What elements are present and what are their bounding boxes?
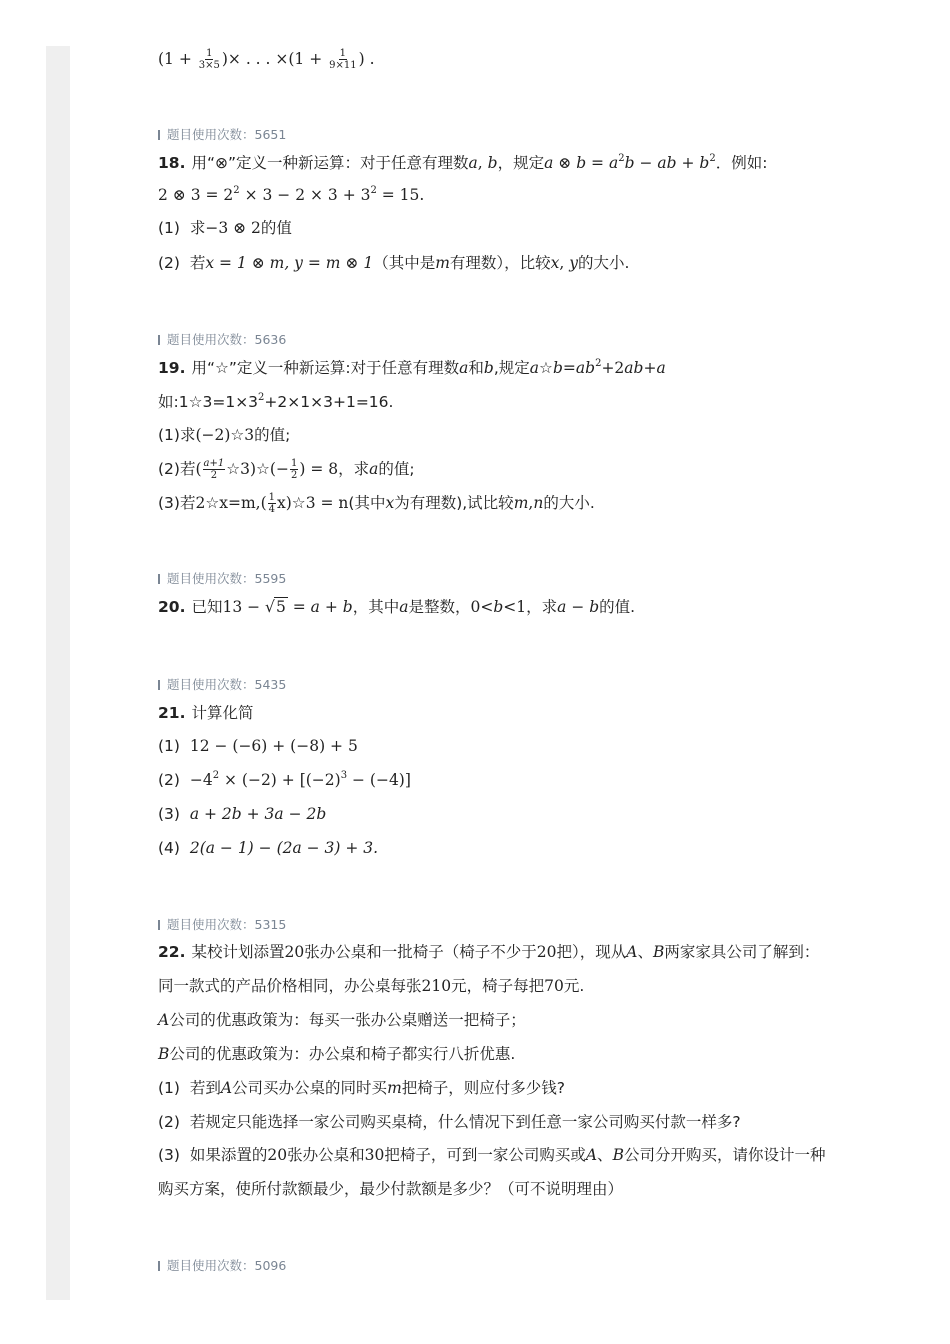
fraction: $\frac{a+1}{2}$ <box>203 458 225 481</box>
question-22-policy-a: A公司的优惠政策为：每买一张办公桌赠送一把椅子； <box>158 1011 526 1029</box>
fraction: $\frac{1}{2}$ <box>290 458 298 481</box>
fraction: $\frac{1}{3\times 5}$ <box>198 48 220 71</box>
question-19-stem: 19. 用“☆”定义一种新运算:对于任意有理数a和b,规定$a☆b=ab^2+2ab+a$ <box>158 358 666 377</box>
question-19-example: 如$:1☆3=1\times 3^2+2\times 1\times 3+1=16$. <box>158 392 394 411</box>
question-22-policy-b: B公司的优惠政策为：办公桌和椅子都实行八折优惠. <box>158 1045 516 1063</box>
question-21-part-1: (1) 12 − (−6) + (−8) + 5 <box>158 737 358 755</box>
question-22-part-3-cont: 购买方案，使所付款额最少，最少付款额是多少？（可不说明理由） <box>158 1180 624 1198</box>
question-21-stem: 21. 计算化简 <box>158 704 254 722</box>
question-22-part-1: (1) 若到A公司买办公桌的同时买m把椅子，则应付多少钱? <box>158 1079 565 1097</box>
fraction: $\frac{1}{4}$ <box>268 492 276 515</box>
question-18-part-2: (2) 若x = 1 ⊗ m, y = m ⊗ 1（其中是m有理数），比较x, y的大小. <box>158 254 630 272</box>
question-18-part-1: (1) 求−3 ⊗ 2的值 <box>158 219 292 237</box>
question-22-part-3: (3) 如果添置的20张办公桌和30把椅子，可到一家公司购买或A、B公司分开购买，请你设计一种 <box>158 1146 826 1164</box>
usage-count: 题目使用次数：5651 <box>158 127 286 143</box>
question-21-part-2: $(2) -4^2 \times (-2) + [(-2)^3 - (-4)]$ <box>158 770 411 789</box>
question-22-prices: 同一款式的产品价格相同，办公桌每张210元，椅子每把70元. <box>158 977 585 995</box>
question-21-part-3: (3) a + 2b + 3a − 2b <box>158 805 327 823</box>
continued-expression: (1 + $\frac{1}{3\times 5}$ )× . . . ×(1 + $\frac{1}{9\times 11}$ ) . <box>158 48 375 71</box>
question-19-part-2: (2)若( $\frac{a+1}{2}$ ☆3)☆(− $\frac{1}{2}$ ) = 8，求a的值; <box>158 458 415 481</box>
question-21-part-4: (4) 2(a − 1) − (2a − 3) + 3. <box>158 839 379 857</box>
question-18-stem: 18. 用“⊗”定义一种新运算：对于任意有理数a, b，规定a ⊗ $b = a^2b$ − ab + $b^2$．例如: <box>158 153 768 172</box>
question-20-stem: 20. 已知13 − √5 = a + b，其中a是整数，0<b<1，求a − b的值. <box>158 598 636 616</box>
question-19-part-3: (3)若2☆x=m,( $\frac{1}{4}$ x)☆3 = n(其中x为有理数),试比较m,n的大小. <box>158 492 595 515</box>
question-19-part-1: (1)求(−2)☆3的值; <box>158 426 291 444</box>
fraction: $\frac{1}{9\times 11}$ <box>329 48 357 71</box>
usage-count: 题目使用次数：5315 <box>158 917 286 933</box>
usage-count: 题目使用次数：5636 <box>158 332 286 348</box>
question-22-part-2: (2) 若规定只能选择一家公司购买桌椅，什么情况下到任意一家公司购买付款一样多? <box>158 1113 741 1131</box>
question-18-example: 2 ⊗ $3 = 2^2 \times 3 - 2 \times 3 + 3^2 = 15$. <box>158 185 425 204</box>
question-22-stem: 22. 某校计划添置20张办公桌和一批椅子（椅子不少于20把），现从A、B两家家具公司了解到： <box>158 943 820 961</box>
left-margin-bar <box>46 46 70 1300</box>
usage-count: 题目使用次数：5096 <box>158 1258 286 1274</box>
usage-count: 题目使用次数：5595 <box>158 571 286 587</box>
usage-count: 题目使用次数：5435 <box>158 677 286 693</box>
